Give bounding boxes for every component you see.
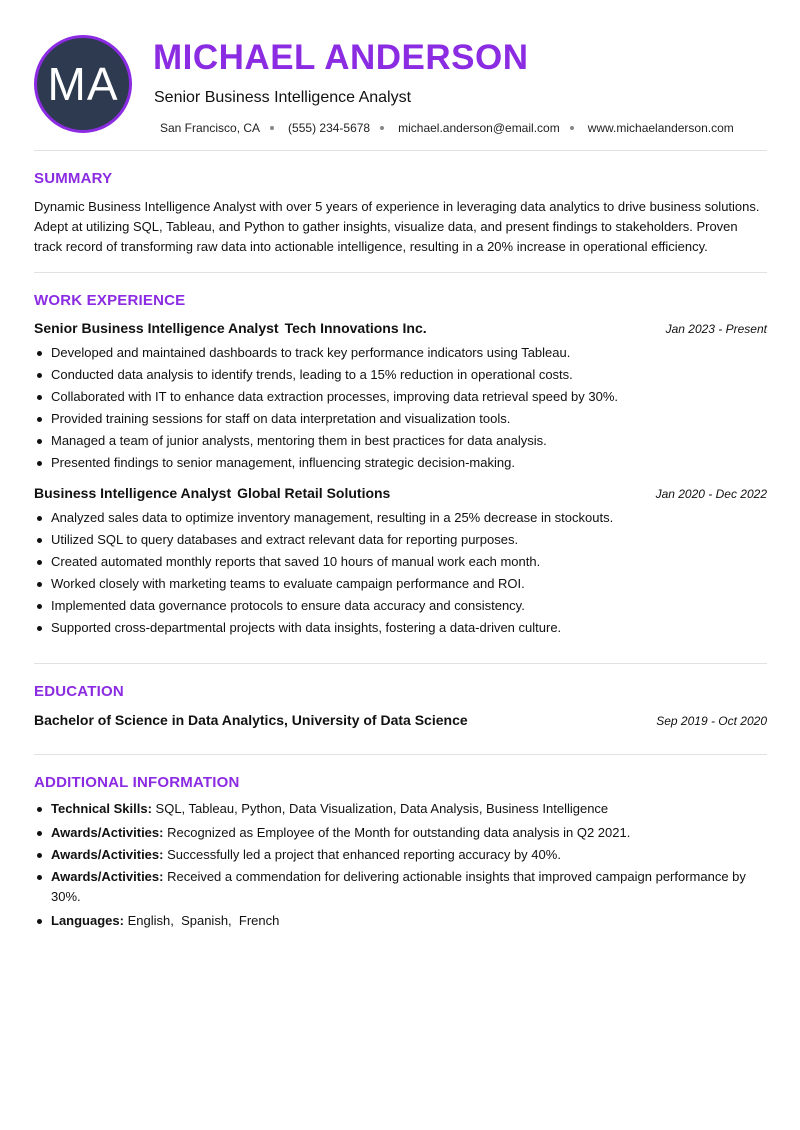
job-entry (34, 320, 767, 474)
education-dates: Sep 2019 - Oct 2020 (656, 714, 767, 728)
info-text: Received a commendation for delivering actionable insights that improved campaign performance by 30%. (51, 869, 746, 904)
contact-location: San Francisco, CA (160, 121, 261, 135)
bullet-item: Collaborated with IT to enhance data extraction processes, improving data retrieval speed by 30%. (34, 386, 767, 408)
info-item (34, 867, 767, 907)
section-heading-summary: SUMMARY (34, 170, 113, 187)
job-header (34, 320, 767, 336)
experience-section (34, 273, 767, 663)
bullet-item: Provided training sessions for staff on data interpretation and visualization tools. (34, 408, 767, 430)
bullet-item: Analyzed sales data to optimize inventory management, resulting in a 25% decrease in stockouts. (34, 507, 767, 529)
job-company: Tech Innovations Inc. (284, 320, 427, 336)
education-entry (34, 712, 767, 728)
education-section (34, 664, 767, 754)
separator-dot-icon (270, 126, 274, 130)
resume-header (34, 0, 767, 150)
summary-section (34, 151, 767, 272)
bullet-item: Developed and maintained dashboards to track key performance indicators using Tableau. (34, 342, 767, 364)
section-heading-education: EDUCATION (34, 683, 124, 700)
contact-phone: (555) 234-5678 (288, 121, 371, 135)
job-role: Business Intelligence Analyst (34, 485, 232, 501)
education-degree: Bachelor of Science in Data Analytics, University of Data Science (34, 712, 468, 728)
info-text: SQL, Tableau, Python, Data Visualization, Data Analysis, Business Intelligence (155, 801, 609, 816)
contact-line (160, 121, 734, 135)
bullet-item: Worked closely with marketing teams to evaluate campaign performance and ROI. (34, 573, 767, 595)
bullet-item: Utilized SQL to query databases and extract relevant data for reporting purposes. (34, 529, 767, 551)
job-role: Senior Business Intelligence Analyst (34, 320, 279, 336)
separator-dot-icon (570, 126, 574, 130)
info-label: Awards/Activities: (51, 847, 164, 862)
additional-list (34, 799, 767, 931)
info-text: Recognized as Employee of the Month for outstanding data analysis in Q2 2021. (167, 825, 631, 840)
contact-website[interactable]: www.michaelanderson.com (587, 121, 734, 135)
avatar (34, 35, 132, 133)
info-label: Languages: (51, 913, 124, 928)
bullet-item: Conducted data analysis to identify trends, leading to a 15% reduction in operational costs. (34, 364, 767, 386)
job-dates: Jan 2023 - Present (665, 322, 767, 336)
candidate-title: Senior Business Intelligence Analyst (154, 89, 412, 106)
separator-dot-icon (380, 126, 384, 130)
job-entry (34, 485, 767, 639)
bullet-item: Implemented data governance protocols to ensure data accuracy and consistency. (34, 595, 767, 617)
avatar-initials: MA (47, 58, 119, 110)
section-heading-additional: ADDITIONAL INFORMATION (34, 774, 240, 791)
job-bullets (34, 507, 767, 639)
job-company: Global Retail Solutions (237, 485, 391, 501)
bullet-item: Managed a team of junior analysts, mentoring them in best practices for data analysis. (34, 430, 767, 452)
job-bullets (34, 342, 767, 474)
info-item (34, 799, 767, 819)
contact-email[interactable]: michael.anderson@email.com (398, 121, 560, 135)
bullet-item: Created automated monthly reports that saved 10 hours of manual work each month. (34, 551, 767, 573)
info-item (34, 845, 767, 865)
info-label: Awards/Activities: (51, 869, 164, 884)
info-label: Technical Skills: (51, 801, 152, 816)
info-label: Awards/Activities: (51, 825, 164, 840)
info-item (34, 823, 767, 843)
candidate-name: MICHAEL ANDERSON (153, 38, 529, 77)
summary-text: Dynamic Business Intelligence Analyst with over 5 years of experience in leveraging data analytics to drive business solutions. Adept at utilizing SQL, Tableau, and Python to gather insights, visualize data, and present findings to stakeholders. Proven track record of transforming raw data into actionable intelligence, resulting in a 20% increase in operational efficiency. (34, 199, 760, 254)
job-dates: Jan 2020 - Dec 2022 (655, 487, 767, 501)
info-item (34, 911, 767, 931)
info-text: English, Spanish, French (127, 913, 280, 928)
job-header (34, 485, 767, 501)
bullet-item: Presented findings to senior management, influencing strategic decision-making. (34, 452, 767, 474)
bullet-item: Supported cross-departmental projects with data insights, fostering a data-driven culture. (34, 617, 767, 639)
info-text: Successfully led a project that enhanced reporting accuracy by 40%. (167, 847, 561, 862)
section-heading-experience: WORK EXPERIENCE (34, 292, 186, 309)
additional-section (34, 755, 767, 931)
